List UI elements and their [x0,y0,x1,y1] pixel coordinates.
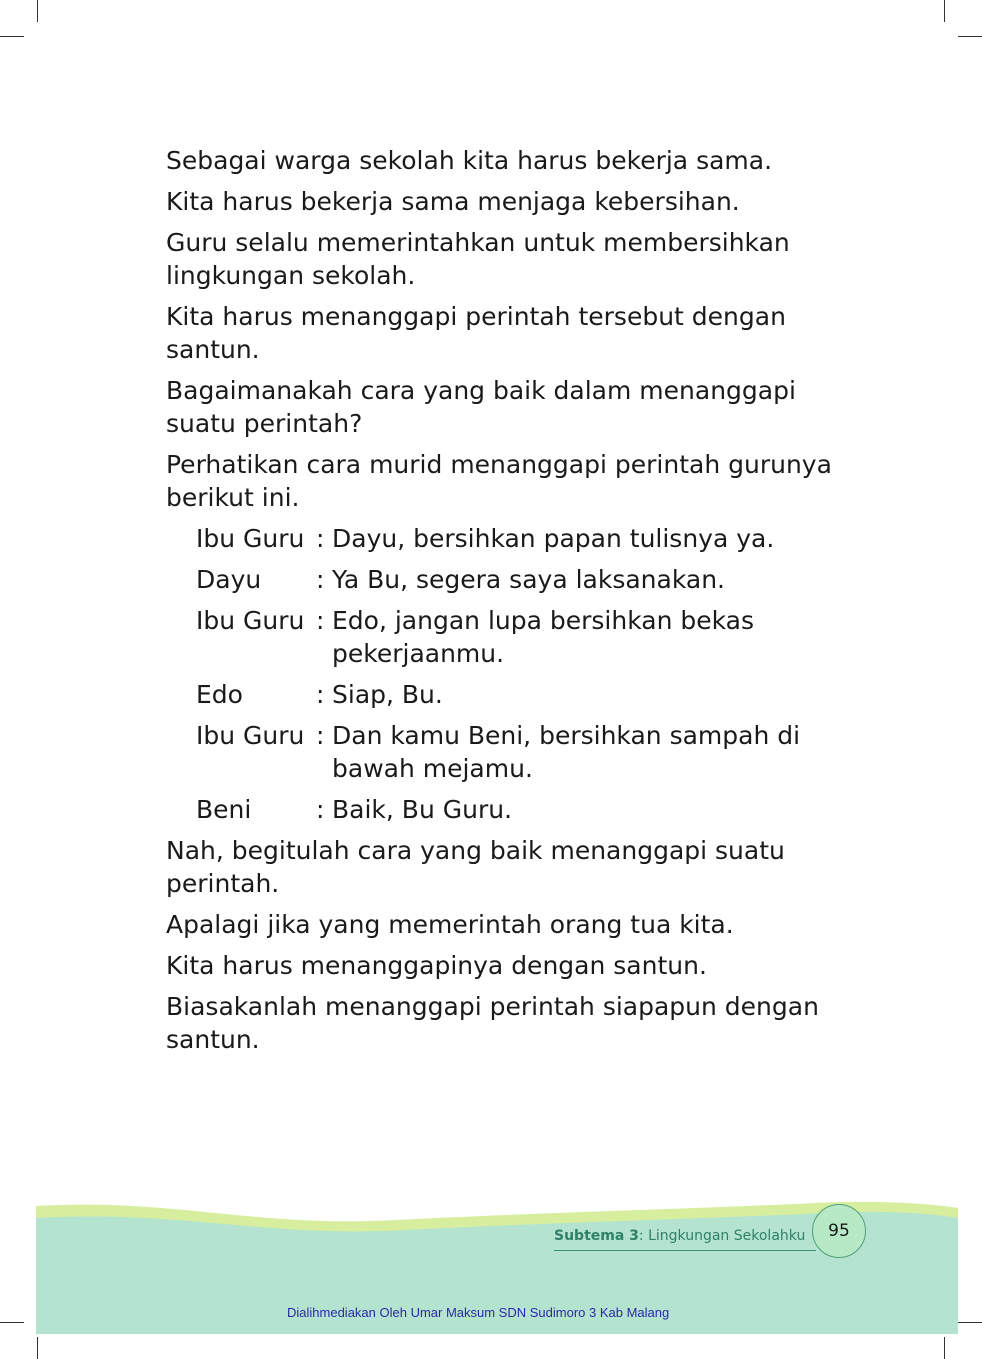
crop-mark [37,1337,38,1359]
dialog-line: Siap, Bu. [332,680,443,709]
dialog-line: Ya Bu, segera saya laksanakan. [332,565,725,594]
dialog-speaker: Edo [196,680,243,709]
dialog-row [196,604,846,670]
crop-mark [0,1322,24,1323]
paragraph: Biasakanlah menanggapi perintah siapapun dengan santun. [166,992,819,1054]
page-body [166,144,846,1064]
paragraph: Bagaimanakah cara yang baik dalam menanggapi suatu perintah? [166,376,796,438]
dialog-row [196,719,846,785]
dialog-colon: : [316,606,325,635]
dialog-line: Edo, jangan lupa bersihkan bekas pekerjaanmu. [332,606,754,668]
subtema-caption [554,1228,805,1244]
crop-mark [958,36,982,37]
crop-mark [944,1337,945,1359]
dialog-colon: : [316,524,325,553]
dialog-line: Baik, Bu Guru. [332,795,513,824]
dialog-speaker: Ibu Guru [196,721,305,750]
credit-text: Dialihmediakan Oleh Umar Maksum SDN Sudimoro 3 Kab Malang [287,1305,670,1320]
dialog [166,522,846,826]
paragraph: Perhatikan cara murid menanggapi perintah gurunya berikut ini. [166,450,832,512]
page-number: 95 [812,1204,866,1258]
crop-mark [958,1322,982,1323]
paragraph: Kita harus menanggapi perintah tersebut dengan santun. [166,302,786,364]
dialog-speaker: Ibu Guru [196,606,305,635]
dialog-line: Dayu, bersihkan papan tulisnya ya. [332,524,775,553]
dialog-row [196,793,846,826]
paragraph: Apalagi jika yang memerintah orang tua kita. [166,910,734,939]
paragraph: Sebagai warga sekolah kita harus bekerja sama. [166,146,773,175]
subtema-underline [554,1250,816,1251]
dialog-speaker: Dayu [196,565,262,594]
dialog-line: Dan kamu Beni, bersihkan sampah di bawah mejamu. [332,721,801,783]
crop-mark [0,36,24,37]
crop-mark [37,0,38,22]
dialog-row [196,522,846,555]
dialog-colon: : [316,721,325,750]
dialog-speaker: Beni [196,795,252,824]
paragraph: Nah, begitulah cara yang baik menanggapi suatu perintah. [166,836,785,898]
dialog-colon: : [316,795,325,824]
dialog-row [196,678,846,711]
dialog-row [196,563,846,596]
crop-mark [944,0,945,22]
paragraph: Kita harus menanggapinya dengan santun. [166,951,707,980]
dialog-colon: : [316,565,325,594]
paragraph: Guru selalu memerintahkan untuk membersihkan lingkungan sekolah. [166,228,790,290]
paragraph: Kita harus bekerja sama menjaga kebersihan. [166,187,740,216]
dialog-speaker: Ibu Guru [196,524,305,553]
dialog-colon: : [316,680,325,709]
subtema-title: : Lingkungan Sekolahku [638,1228,806,1244]
subtema-label: Subtema 3 [554,1228,639,1244]
